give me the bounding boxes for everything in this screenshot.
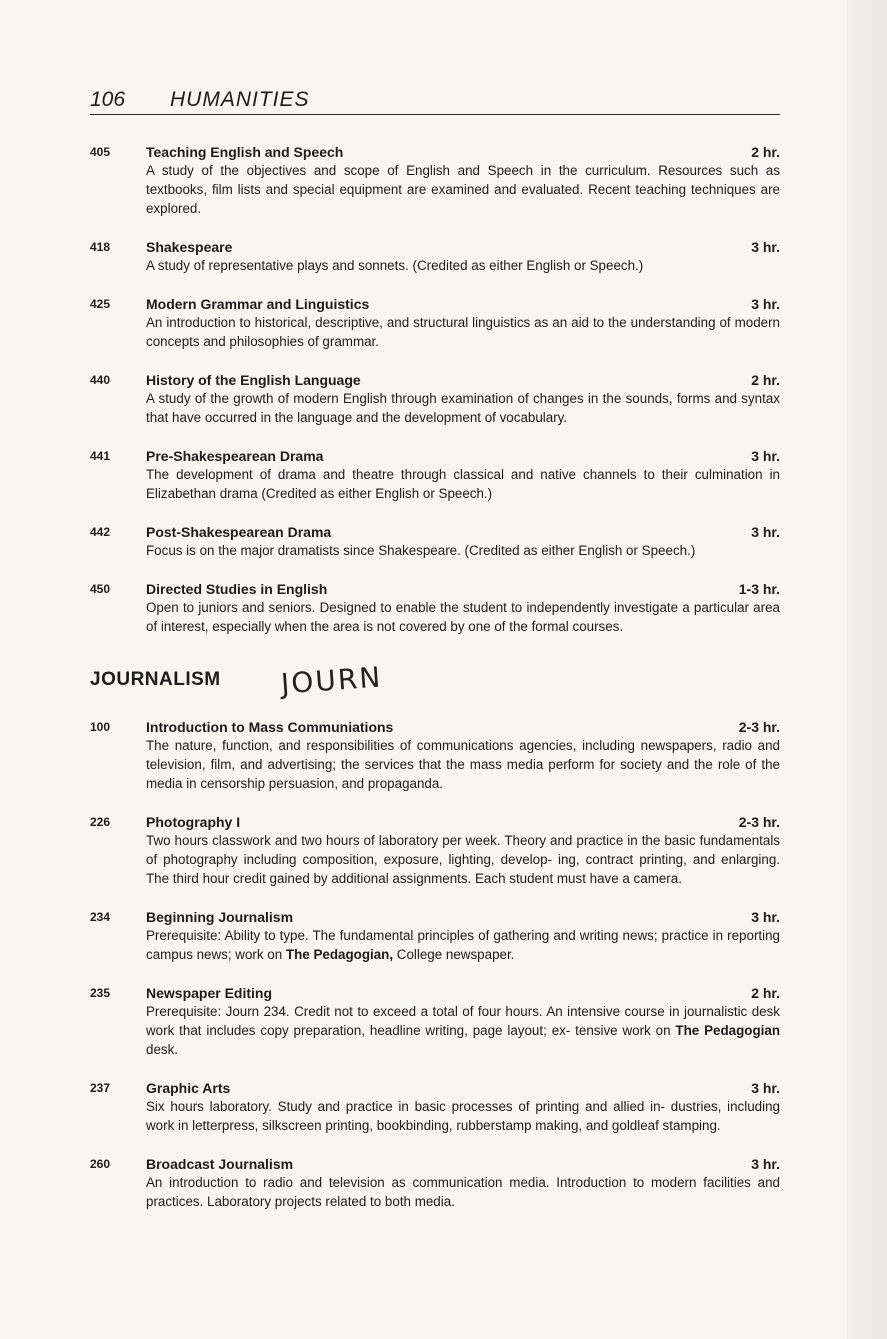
course-hours: 2 hr. [751,144,780,160]
course-description: An introduction to historical, descriptive, and structural linguistics as an aid to the understanding of modern concepts and philosophies of grammar. [146,315,780,349]
course-number: 440 [90,373,111,387]
course-title: Shakespeare [146,239,233,255]
course-hours: 2-3 hr. [738,814,780,830]
course-description: Focus is on the major dramatists since Shakespeare. (Credited as either English or Speech.) [146,543,696,558]
course-hours: 3 hr. [751,239,780,255]
course-entry [90,447,780,503]
course-title: Modern Grammar and Linguistics [146,296,370,312]
course-entry [90,718,780,793]
course-description: The nature, function, and responsibilities of communications agencies, including newspapers, radio and television, film, and advertising; the services that the mass media perform for society and the role of the media in censorship persuasion, and propaganda. [146,738,780,791]
course-number: 450 [90,582,111,596]
course-title: Photography I [146,814,241,830]
catalog-page [90,88,780,1231]
course-number: 405 [90,145,111,159]
course-hours: 3 hr. [751,1156,780,1172]
course-description: A study of representative plays and sonnets. (Credited as either English or Speech.) [146,258,644,273]
course-description: Open to juniors and seniors. Designed to enable the student to independently investigate a particular area of interest, especially when the area is not covered by one of the formal courses. [146,600,780,634]
course-title: Pre-Shakespearean Drama [146,448,324,464]
course-description: Six hours laboratory. Study and practice in basic processes of printing and allied in- dustries, including work in letterpress, silkscreen printing, bookbinding, rubberstamp making, and goldleaf stamping. [146,1099,780,1133]
publication-name: The Pedagogian [675,1023,780,1038]
page-edge-shadow [847,0,887,1339]
course-description: A study of the growth of modern English through examination of changes in the sounds, forms and syntax that have occurred in the language and the development of vocabulary. [146,391,780,425]
course-description [146,1002,780,1059]
course-title: Broadcast Journalism [146,1156,294,1172]
course-number: 226 [90,815,111,829]
course-number: 441 [90,449,111,463]
course-description: The development of drama and theatre through classical and native channels to their culmination in Elizabethan drama (Credited as either English or Speech.) [146,467,780,501]
course-entry [90,1079,780,1135]
course-hours: 2 hr. [751,985,780,1001]
course-hours: 2-3 hr. [738,719,780,735]
description-text: Prerequisite: Journ 234. Credit not to exceed a total of four hours. An intensive course in journalistic desk work that includes copy preparation, headline writing, page layout; ex- tensive work on [146,1004,780,1038]
course-number: 234 [90,910,111,924]
course-entry [90,523,780,560]
course-entry [90,813,780,888]
course-hours: 3 hr. [751,1080,780,1096]
course-number: 260 [90,1157,111,1171]
course-hours: 3 hr. [751,524,780,540]
course-title: History of the English Language [146,372,361,388]
course-entry [90,908,780,964]
department-title: JOURNALISM [90,669,221,690]
course-description: An introduction to radio and television as communication media. Introduction to modern facilities and practices. Laboratory projects related to both media. [146,1175,780,1209]
handwritten-dept-code: JOURN [279,660,383,700]
course-hours: 1-3 hr. [738,581,780,597]
course-description [146,926,780,964]
course-entry [90,238,780,275]
description-text: Prerequisite: Ability to type. The fundamental principles of gathering and writing news; practice in reporting campus news; work on [146,928,780,962]
description-text: desk. [146,1042,179,1057]
course-entry [90,1155,780,1211]
course-number: 442 [90,525,111,539]
course-hours: 3 hr. [751,296,780,312]
course-number: 235 [90,986,111,1000]
course-hours: 3 hr. [751,448,780,464]
course-description: A study of the objectives and scope of English and Speech in the curriculum. Resources such as textbooks, film lists and special equipment are examined and evaluated. Recent teaching techniques are explored. [146,163,780,216]
page-number: 106 [90,88,126,111]
course-number: 100 [90,720,111,734]
course-title: Beginning Journalism [146,909,294,925]
course-number: 425 [90,297,111,311]
section-title: HUMANITIES [170,88,310,111]
course-description: Two hours classwork and two hours of laboratory per week. Theory and practice in the basic fundamentals of photography including composition, exposure, lighting, develop- ing, contract printing, and enlarging. The third hour credit gained by additional assignments. Each student must have a camera. [146,833,780,886]
course-title: Newspaper Editing [146,985,273,1001]
course-hours: 3 hr. [751,909,780,925]
course-number: 418 [90,240,111,254]
course-title: Post-Shakespearean Drama [146,524,332,540]
course-title: Directed Studies in English [146,581,328,597]
department-heading [90,656,780,704]
running-header [90,88,780,115]
course-hours: 2 hr. [751,372,780,388]
course-entry [90,295,780,351]
course-title: Graphic Arts [146,1080,231,1096]
course-entry [90,984,780,1059]
course-entry [90,580,780,636]
course-entry [90,143,780,218]
course-entry [90,371,780,427]
course-title: Teaching English and Speech [146,144,344,160]
course-title: Introduction to Mass Communiations [146,719,394,735]
course-number: 237 [90,1081,111,1095]
description-text: College newspaper. [393,947,515,962]
publication-name: The Pedagogian, [285,947,394,962]
